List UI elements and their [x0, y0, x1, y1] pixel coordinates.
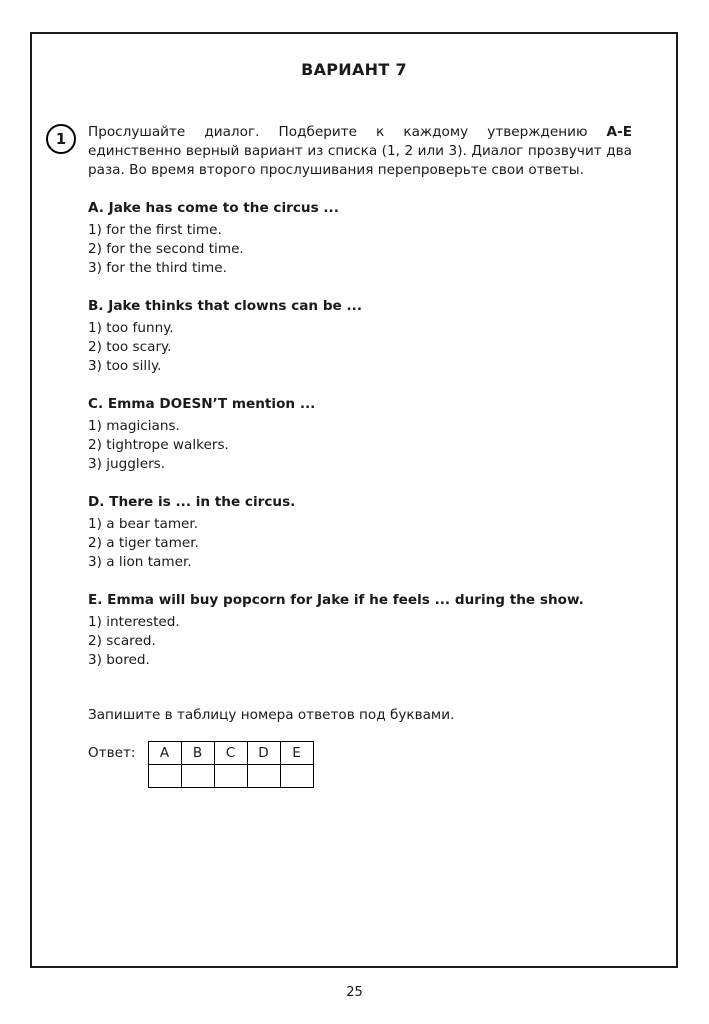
answer-header-cell: D — [247, 742, 280, 765]
question-block-e — [88, 591, 632, 670]
question-option: 3) a lion tamer. — [88, 554, 192, 570]
answer-value-cell — [214, 765, 247, 788]
question-option: 1) too funny. — [88, 320, 174, 336]
answer-value-cell — [247, 765, 280, 788]
task-instruction-bold: А-Е — [606, 124, 632, 140]
page-content — [30, 32, 678, 968]
question-option: 1) magicians. — [88, 418, 180, 434]
write-answers-instruction: Запишите в таблицу номера ответов под буквами. — [88, 707, 455, 723]
question-label: A. Jake has come to the circus ... — [88, 200, 339, 216]
answer-row — [88, 741, 632, 788]
question-option: 2) scared. — [88, 633, 156, 649]
question-option: 3) too silly. — [88, 358, 162, 374]
question-label: B. Jake thinks that clowns can be ... — [88, 298, 363, 314]
answer-table-header-row — [148, 742, 313, 765]
question-option: 3) bored. — [88, 652, 150, 668]
answer-value-cell — [280, 765, 313, 788]
answer-header-cell: E — [280, 742, 313, 765]
task-instruction — [88, 123, 632, 180]
question-option: 2) a tiger tamer. — [88, 535, 199, 551]
answer-value-cell — [181, 765, 214, 788]
task-body — [88, 199, 632, 788]
question-block-c — [88, 395, 632, 474]
answer-header-cell: A — [148, 742, 181, 765]
question-option: 3) for the third time. — [88, 260, 227, 276]
question-option: 3) jugglers. — [88, 456, 166, 472]
answer-header-cell: C — [214, 742, 247, 765]
question-option: 1) interested. — [88, 614, 180, 630]
answer-table — [148, 741, 314, 788]
question-label: E. Emma will buy popcorn for Jake if he feels ... during the show. — [88, 592, 584, 608]
answer-header-cell: B — [181, 742, 214, 765]
question-option: 2) tightrope walkers. — [88, 437, 229, 453]
question-block-d — [88, 493, 632, 572]
question-label: C. Emma DOESN’T mention ... — [88, 396, 316, 412]
task-header-row — [46, 123, 632, 180]
question-block-b — [88, 297, 632, 376]
answer-label: Ответ: — [88, 745, 136, 761]
question-option: 2) too scary. — [88, 339, 172, 355]
question-option: 2) for the second time. — [88, 241, 244, 257]
task-instruction-part1: Прослушайте диалог. Подберите к каждому утверждению — [88, 124, 607, 140]
page-number: 25 — [346, 985, 363, 1000]
question-block-a — [88, 199, 632, 278]
question-label: D. There is ... in the circus. — [88, 494, 296, 510]
task-number-badge: 1 — [46, 124, 76, 154]
page-title: ВАРИАНТ 7 — [301, 60, 407, 79]
question-option: 1) for the first time. — [88, 222, 222, 238]
answer-table-value-row — [148, 765, 313, 788]
task-instruction-part2: единственно верный вариант из списка (1, 2 или 3). Диалог прозвучит два раза. Во время второго прослушивания перепроверьте свои ответы. — [88, 143, 632, 178]
answer-value-cell — [148, 765, 181, 788]
question-option: 1) a bear tamer. — [88, 516, 199, 532]
